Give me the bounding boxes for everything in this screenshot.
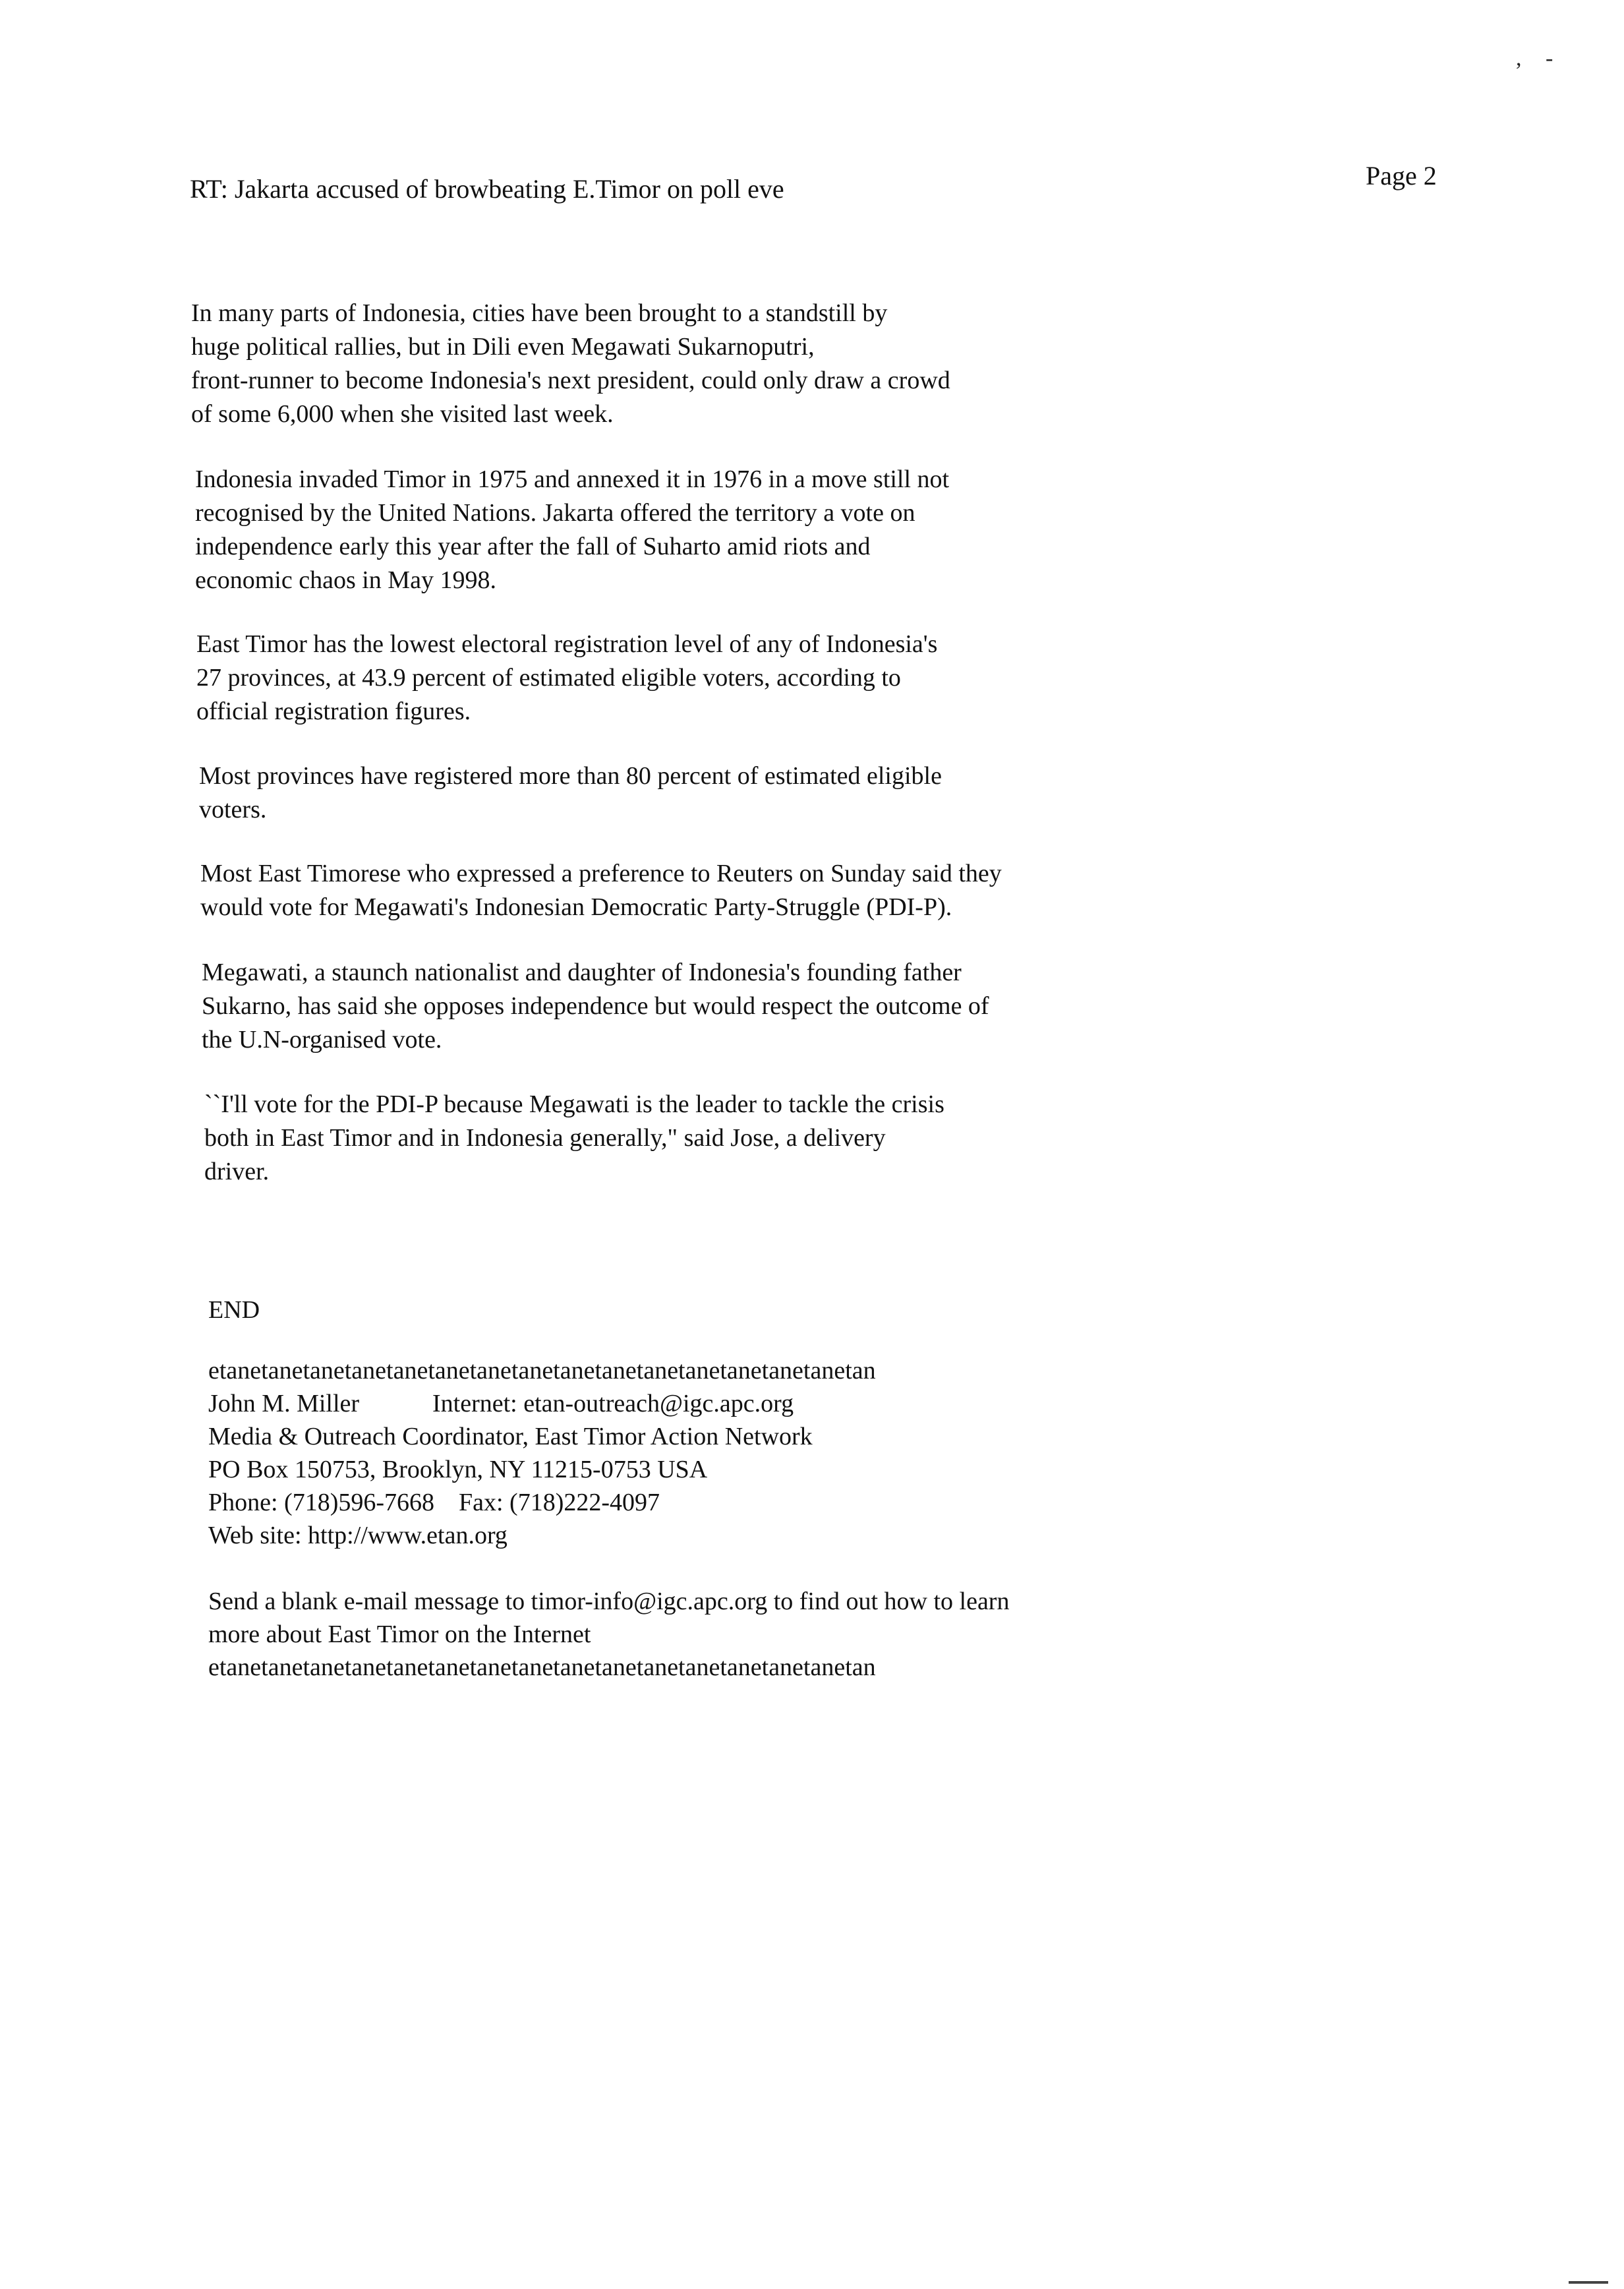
info-line: more about East Timor on the Internet: [208, 1620, 591, 1648]
contact-phone: Phone: (718)596-7668: [208, 1489, 435, 1516]
contact-fax: Fax: (718)222-4097: [459, 1489, 660, 1516]
end-marker: END: [208, 1296, 260, 1324]
contact-internet: Internet: etan-outreach@igc.apc.org: [432, 1390, 794, 1417]
paragraph-line: Sukarno, has said she opposes independence but would respect the outcome of: [202, 992, 989, 1020]
contact-name: John M. Miller: [208, 1390, 360, 1417]
paragraph-line: would vote for Megawati's Indonesian Democratic Party-Struggle (PDI-P).: [200, 893, 952, 921]
paragraph-line: recognised by the United Nations. Jakarta offered the territory a vote on: [195, 499, 915, 527]
article-paragraph-7: [204, 1088, 944, 1189]
article-paragraph-4: [199, 759, 942, 827]
paragraph-line: both in East Timor and in Indonesia generally," said Jose, a delivery: [204, 1124, 886, 1152]
paragraph-line: Megawati, a staunch nationalist and daughter of Indonesia's founding father: [202, 959, 962, 986]
corner-mark: , -: [1516, 46, 1563, 71]
paragraph-line: voters.: [199, 796, 267, 823]
paragraph-line: official registration figures.: [196, 698, 471, 725]
paragraph-line: Most East Timorese who expressed a preference to Reuters on Sunday said they: [200, 860, 1002, 887]
paragraph-line: 27 provinces, at 43.9 percent of estimated eligible voters, according to: [196, 664, 901, 692]
scan-edge-mark: [1569, 2281, 1608, 2284]
paragraph-line: of some 6,000 when she visited last week.: [191, 400, 614, 428]
contact-address: PO Box 150753, Brooklyn, NY 11215-0753 USA: [208, 1456, 708, 1483]
paragraph-line: independence early this year after the fall of Suharto amid riots and: [195, 533, 871, 560]
page-number: Page 2: [1366, 161, 1437, 191]
paragraph-line: front-runner to become Indonesia's next president, could only draw a crowd: [191, 367, 950, 394]
separator-bottom: etanetanetanetanetanetanetanetanetanetanetanetanetanetanetanetan: [208, 1653, 876, 1681]
contact-role: Media & Outreach Coordinator, East Timor Action Network: [208, 1423, 813, 1450]
separator-top: etanetanetanetanetanetanetanetanetanetanetanetanetanetanetanetan: [208, 1357, 876, 1384]
paragraph-line: huge political rallies, but in Dili even Megawati Sukarnoputri,: [191, 333, 815, 361]
paragraph-line: Most provinces have registered more than 80 percent of estimated eligible: [199, 762, 942, 790]
footer-info-block: [208, 1585, 1009, 1684]
paragraph-line: ``I'll vote for the PDI-P because Megawati is the leader to tackle the crisis: [204, 1090, 944, 1118]
header-title: RT: Jakarta accused of browbeating E.Timor on poll eve: [190, 174, 784, 204]
contact-row: [208, 1387, 876, 1420]
article-paragraph-1: [191, 297, 950, 431]
contact-website: Web site: http://www.etan.org: [208, 1522, 508, 1549]
article-paragraph-3: [196, 628, 937, 728]
phone-fax-row: [208, 1486, 876, 1519]
info-line: Send a blank e-mail message to timor-info@igc.apc.org to find out how to learn: [208, 1588, 1010, 1615]
paragraph-line: East Timor has the lowest electoral registration level of any of Indonesia's: [196, 630, 938, 658]
article-paragraph-6: [202, 956, 989, 1057]
article-paragraph-5: [200, 857, 1002, 924]
paragraph-line: economic chaos in May 1998.: [195, 566, 496, 594]
paragraph-line: In many parts of Indonesia, cities have been brought to a standstill by: [191, 299, 888, 327]
article-paragraph-2: [195, 463, 949, 597]
footer-contact-block: [208, 1354, 876, 1552]
paragraph-line: driver.: [204, 1158, 270, 1185]
paragraph-line: the U.N-organised vote.: [202, 1026, 442, 1054]
paragraph-line: Indonesia invaded Timor in 1975 and annexed it in 1976 in a move still not: [195, 465, 950, 493]
